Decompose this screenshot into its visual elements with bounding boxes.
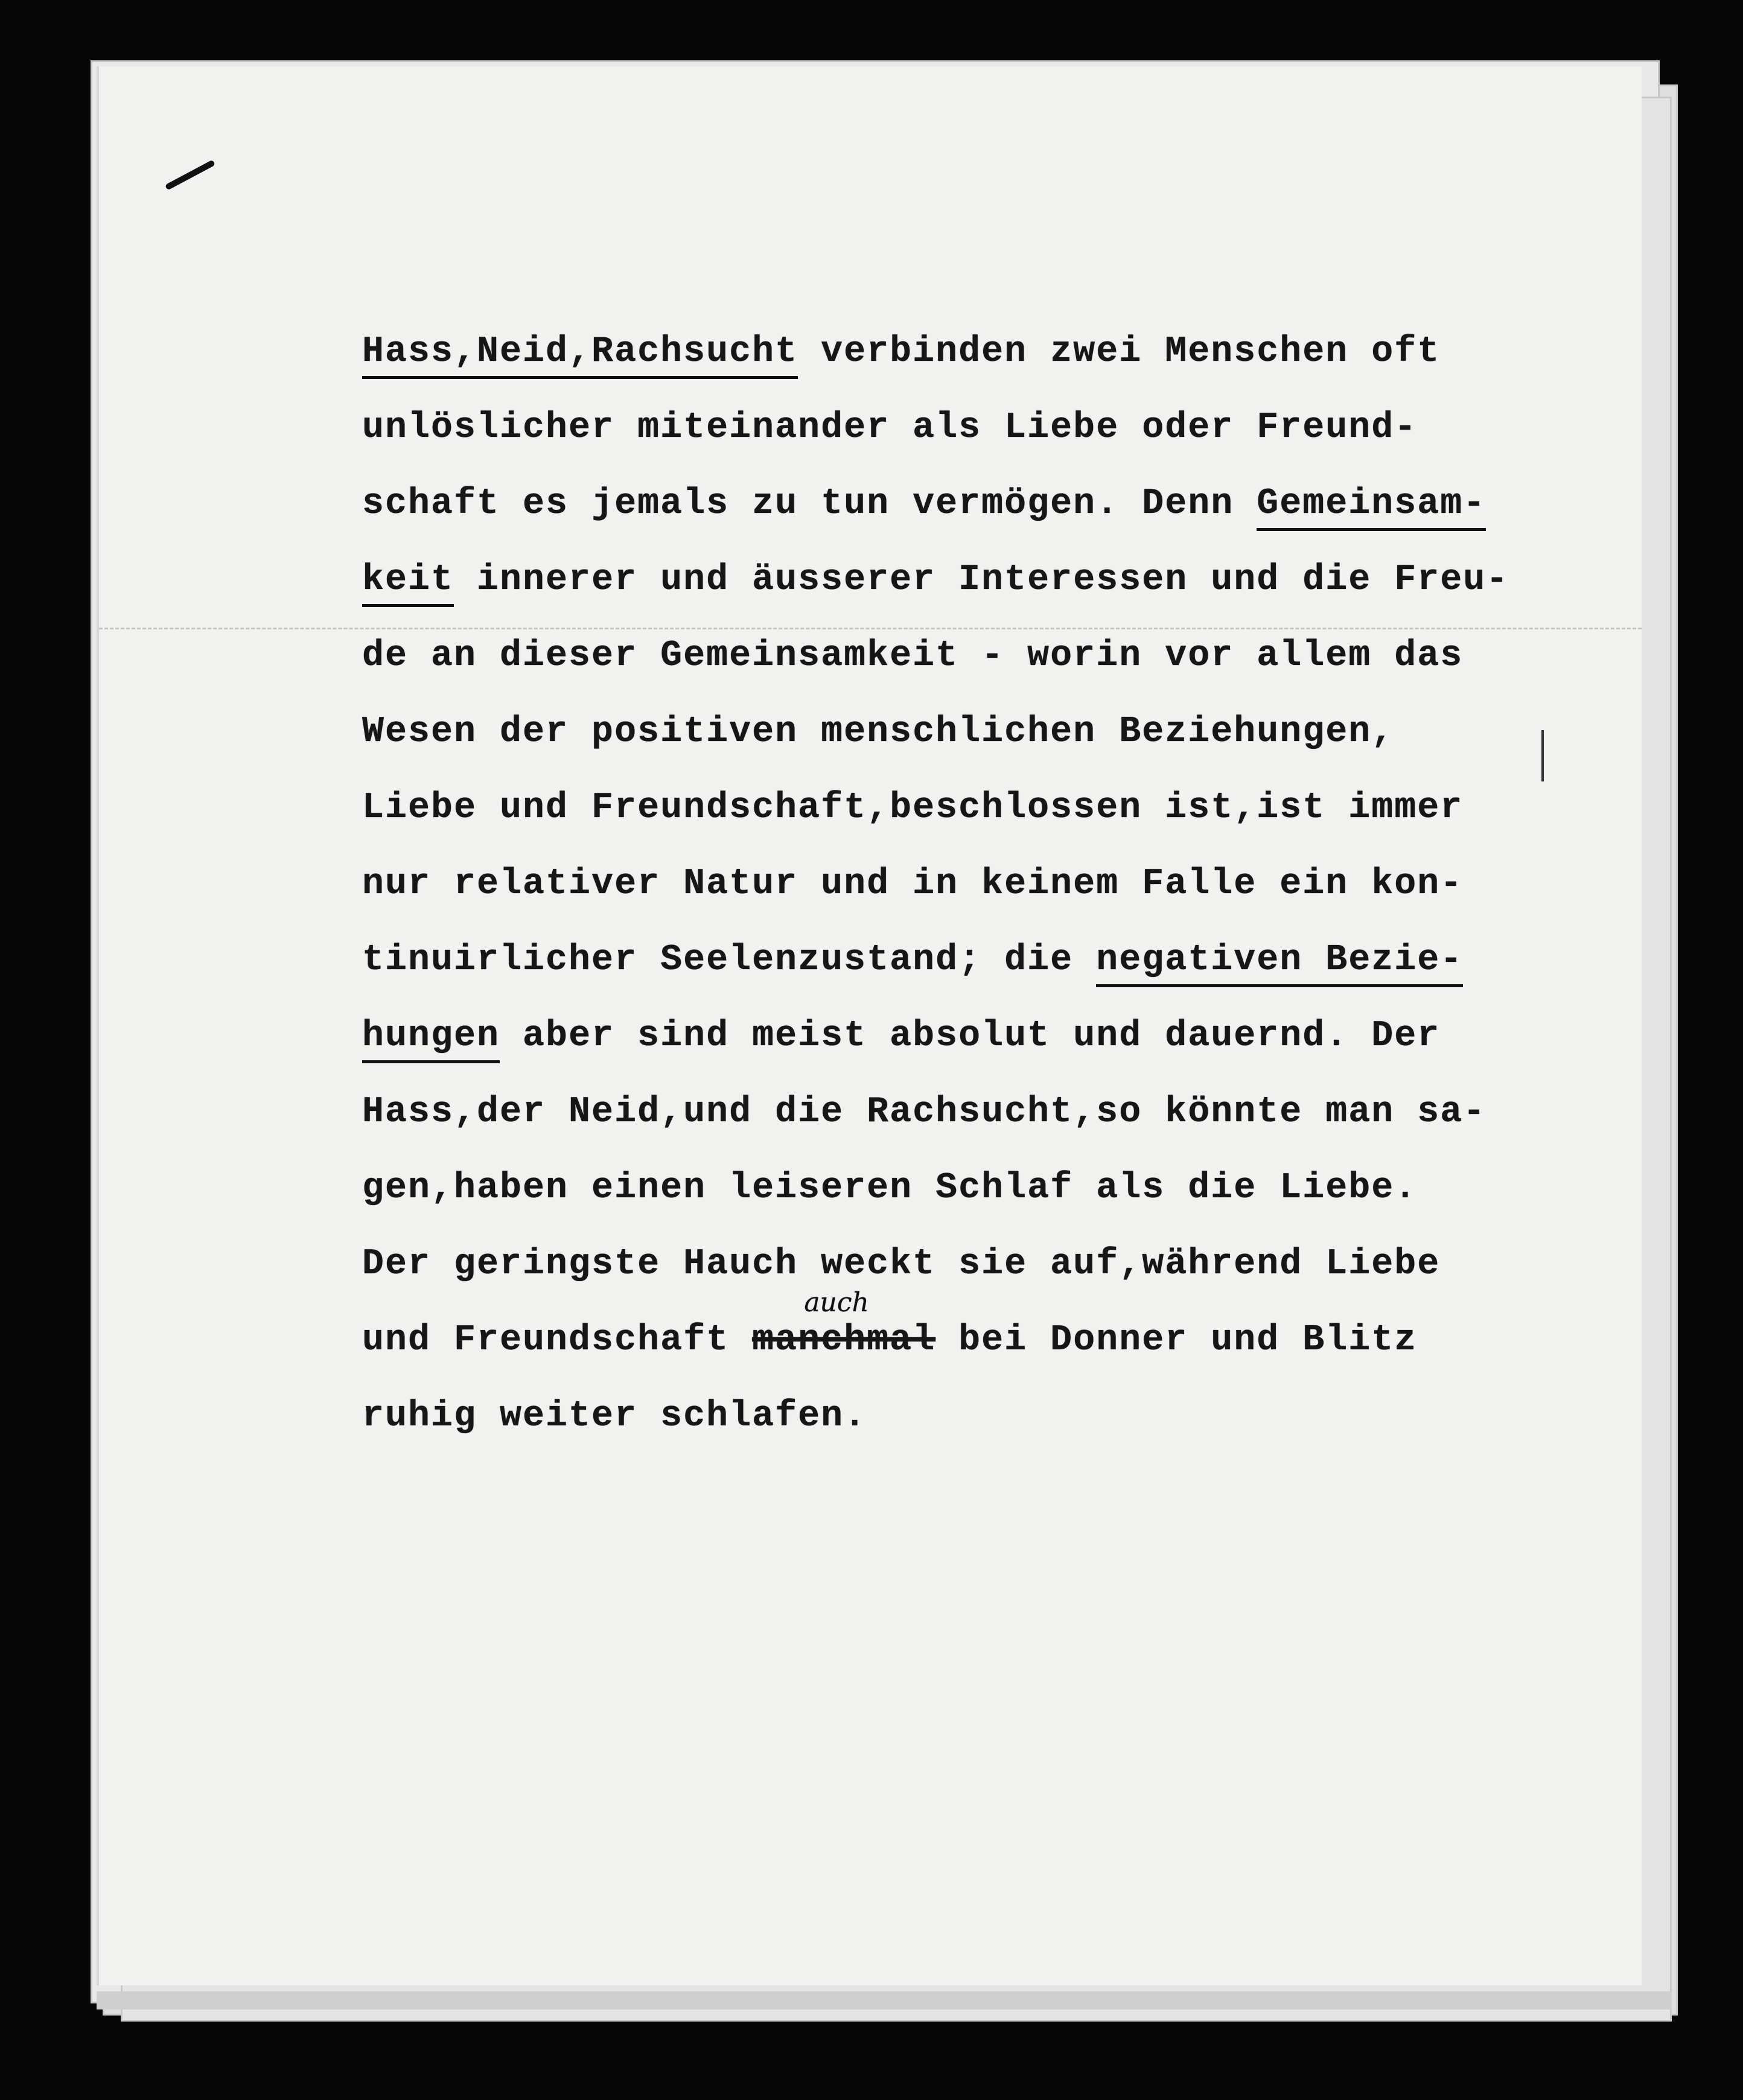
underlined-phrase: keit <box>362 559 454 607</box>
text-line: unlöslicher miteinander als Liebe oder Freund- <box>362 407 1418 448</box>
text-line: hungen aber sind meist absolut und dauernd. Der <box>362 998 1599 1074</box>
underlined-phrase: Gemeinsam- <box>1257 483 1486 531</box>
typescript-text <box>362 314 1599 1454</box>
underlined-phrase: hungen <box>362 1016 500 1063</box>
text-line: keit innerer und äusserer Interessen und die Freu- <box>362 542 1599 618</box>
text-line: Hass,der Neid,und die Rachsucht,so könnte man sa- <box>362 1092 1486 1133</box>
text-line: gen,haben einen leiseren Schlaf als die Liebe. <box>362 1168 1418 1209</box>
text-line: und Freundschaft auch manchmal bei Donner und Blitz <box>362 1287 1418 1361</box>
underlined-phrase: Hass,Neid,Rachsucht <box>362 331 798 379</box>
text-line: Hass,Neid,Rachsucht verbinden zwei Menschen oft <box>362 314 1599 390</box>
underlined-phrase: negativen Bezie- <box>1096 940 1463 987</box>
handwritten-insertion: auch <box>804 1287 869 1318</box>
text-line: Wesen der positiven menschlichen Beziehungen, <box>362 711 1395 752</box>
struck-word: auch manchmal <box>752 1287 936 1361</box>
text-line: schaft es jemals zu tun vermögen. Denn Gemeinsam- <box>362 466 1599 542</box>
text-line: Der geringste Hauch weckt sie auf,während Liebe <box>362 1244 1441 1285</box>
text-line: de an dieser Gemeinsamkeit - worin vor allem das <box>362 635 1464 676</box>
text-line: nur relativer Natur und in keinem Falle ein kon- <box>362 864 1464 905</box>
text-line: tinuirlicher Seelenzustand; die negativen Bezie- <box>362 922 1599 998</box>
sheet-edge <box>97 1991 1672 2009</box>
text-line: Liebe und Freundschaft,beschlossen ist,ist immer <box>362 788 1464 829</box>
text-line: ruhig weiter schlafen. <box>362 1396 867 1437</box>
